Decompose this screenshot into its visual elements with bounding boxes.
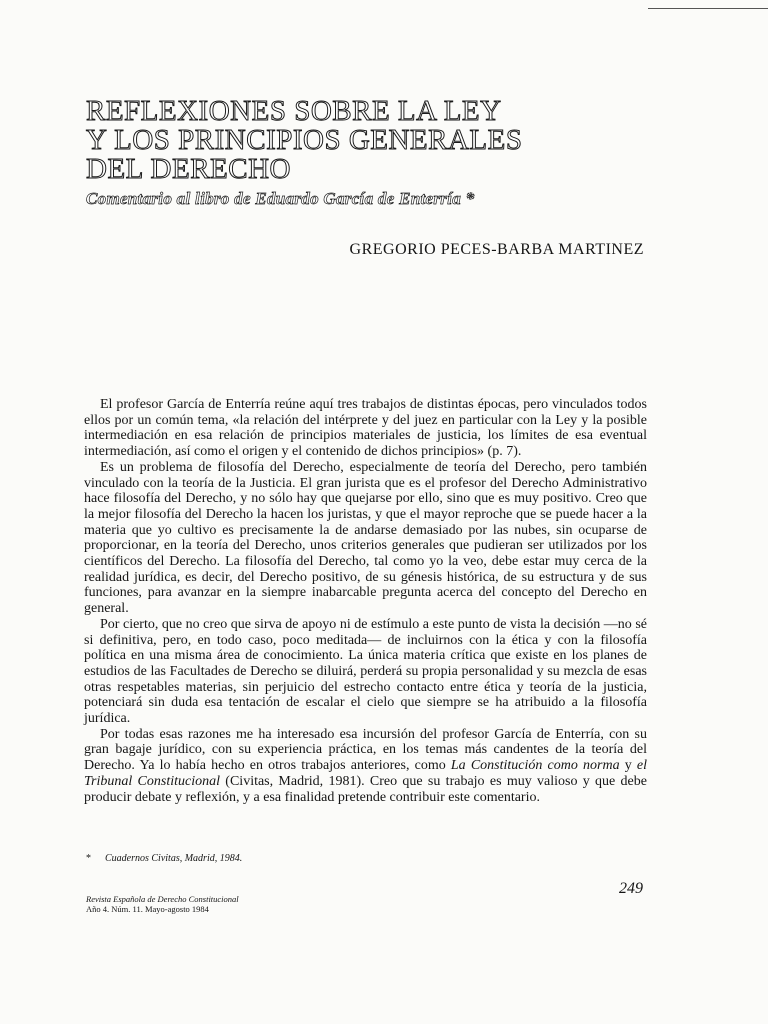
- top-rule: [648, 8, 768, 9]
- title-line-2: Y LOS PRINCIPIOS GENERALES: [86, 124, 523, 156]
- author-name: GREGORIO PECES-BARBA MARTINEZ: [349, 241, 644, 258]
- paragraph-3: Por cierto, que no creo que sirva de apoyo ni de estímulo a este punto de vista la decisión —no sé si definitiva, pero, en todo caso, poco meditada— de incluirnos con la ética y con la filosofía política en una misma área de conocimiento. La única materia crítica que existe en los planes de estudios de las Facultades de Derecho se diluirá, perderá su propia personalidad y su mezcla de esas otras respetables materias, sin perjuicio del estrecho contacto entre ética y teoría de la justicia, potenciará sin duda esa tentación de escalar el cielo que siempre se ha atribuido a la filosofía jurídica.: [84, 616, 647, 727]
- article-body: [84, 397, 647, 805]
- title-line-3: DEL DERECHO: [86, 153, 291, 185]
- article-subtitle: Comentario al libro de Eduardo García de Enterría *: [86, 189, 475, 208]
- journal-name: Revista Española de Derecho Constitucional: [86, 894, 239, 904]
- journal-issue: Año 4. Núm. 11. Mayo-agosto 1984: [86, 904, 209, 914]
- paragraph-4: [84, 727, 647, 806]
- journal-info: [86, 894, 239, 914]
- paragraph-2: Es un problema de filosofía del Derecho, especialmente de teoría del Derecho, pero también vinculado con la teoría de la Justicia. El gran jurista que es el profesor del Derecho Administrativo hace filosofía del Derecho, y no sólo hay que quejarse por ello, sino que es muy positivo. Creo que la mejor filosofía del Derecho la hacen los juristas, y que el mayor reproche que se puede hacer a la materia que yo cultivo es precisamente la de andarse demasiado por las nubes, sin ocuparse de proporcionar, en la teoría del Derecho, unos criterios generales que pudieran ser utilizados por los científicos del Derecho. La filosofía del Derecho, tal como yo la veo, debe estar muy cerca de la realidad jurídica, es decir, del Derecho positivo, de su génesis histórica, de su estructura y de sus funciones, para avanzar en la siempre inabarcable pregunta acerca del concepto del Derecho en general.: [84, 459, 647, 617]
- book-title-2: el Tribunal Constitucional: [84, 758, 648, 789]
- paragraph-4-text-c: (Civitas, Madrid, 1981). Creo que su trabajo es muy valioso y que debe producir debate y reflexión, y a esa finalidad pretende contribuir este comentario.: [84, 773, 647, 805]
- page-number: 249: [619, 880, 643, 897]
- title-line-1: REFLEXIONES SOBRE LA LEY: [86, 95, 502, 127]
- paragraph-4-text-a: Por todas esas razones me ha interesado esa incursión del profesor García de Enterría, con su gran bagaje jurídico, con su experiencia práctica, en los temas más candentes de la teoría del Derecho. Ya lo había hecho en otros trabajos anteriores, como: [84, 726, 647, 774]
- book-title-1: La Constitución como norma: [450, 758, 620, 774]
- footnote-text: Cuadernos Civitas, Madrid, 1984.: [105, 853, 243, 864]
- footnote: [86, 853, 242, 864]
- paragraph-4-text-b: y: [619, 758, 637, 774]
- footnote-mark: *: [86, 853, 91, 864]
- article-title: [86, 97, 523, 184]
- paragraph-1: El profesor García de Enterría reúne aquí tres trabajos de distintas épocas, pero vinculados todos ellos por un común tema, «la relación del intérprete y del juez en particular con la Ley y la posible intermediación en esa relación de principios materiales de justicia, los límites de esa eventual intermediación, así como el origen y el contenido de dichos principios» (p. 7).: [84, 397, 647, 460]
